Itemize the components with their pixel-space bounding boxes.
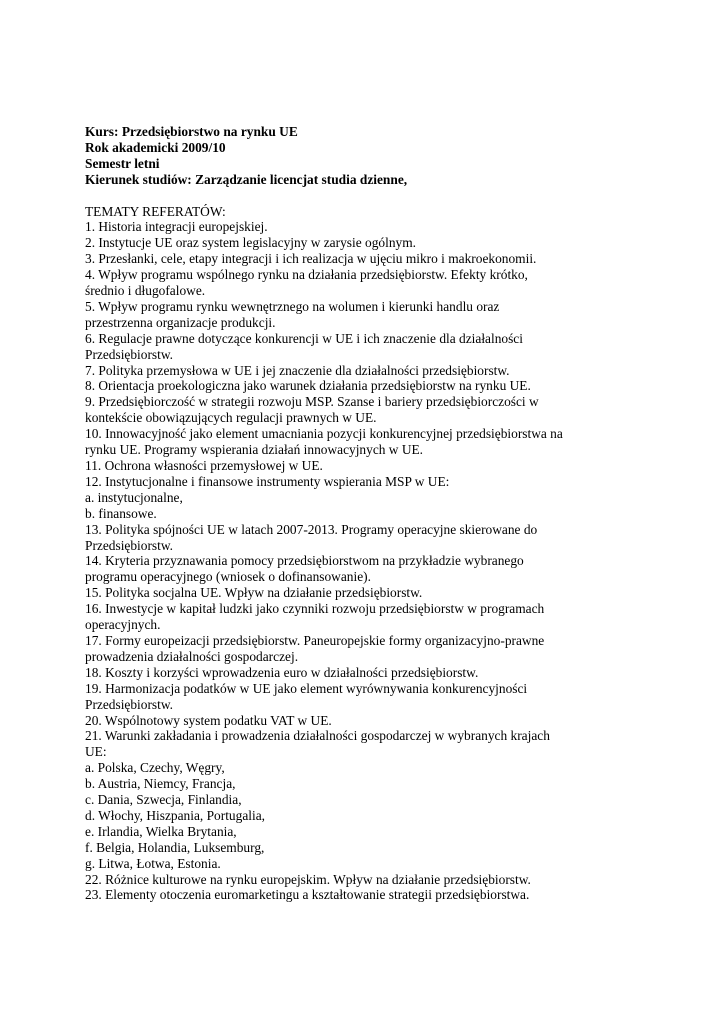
topic-line: e. Irlandia, Wielka Brytania, xyxy=(85,823,237,839)
topic-line: 23. Elementy otoczenia euromarketingu a kształtowanie strategii przedsiębiorstwa. xyxy=(85,887,530,903)
topic-line: 11. Ochrona własności przemysłowej w UE. xyxy=(85,458,323,474)
topic-line: 22. Różnice kulturowe na rynku europejskim. Wpływ na działanie przedsiębiorstw. xyxy=(85,871,531,887)
topic-line: Przedsiębiorstw. xyxy=(85,696,174,712)
topic-line: 14. Kryteria przyznawania pomocy przedsiębiorstwom na przykładzie wybranego xyxy=(85,553,524,569)
topic-line: 21. Warunki zakładania i prowadzenia działalności gospodarczej w wybranych krajach xyxy=(85,728,550,744)
document-page xyxy=(85,124,685,903)
course-title: Kurs: Przedsiębiorstwo na rynku UE xyxy=(85,124,298,139)
topic-line: 9. Przedsiębiorczość w strategii rozwoju MSP. Szanse i bariery przedsiębiorczości w xyxy=(85,394,539,410)
semester: Semestr letni xyxy=(85,155,160,171)
topic-line: b. finansowe. xyxy=(85,505,157,521)
topic-line: prowadzenia działalności gospodarczej. xyxy=(85,648,299,664)
blank-line xyxy=(85,188,685,204)
topic-line: 7. Polityka przemysłowa w UE i jej znaczenie dla działalności przedsiębiorstw. xyxy=(85,362,510,378)
academic-year: Rok akademicki 2009/10 xyxy=(85,139,226,155)
topic-line: 18. Koszty i korzyści wprowadzenia euro w działalności przedsiębiorstw. xyxy=(85,664,479,680)
topic-line: 13. Polityka spójności UE w latach 2007-2013. Programy operacyjne skierowane do xyxy=(85,521,538,537)
topic-line: średnio i długofalowe. xyxy=(85,283,206,299)
topic-line: 6. Regulacje prawne dotyczące konkurencji w UE i ich znaczenie dla działalności xyxy=(85,330,523,346)
topic-line: f. Belgia, Holandia, Luksemburg, xyxy=(85,839,265,855)
topic-line: b. Austria, Niemcy, Francja, xyxy=(85,776,236,792)
topic-line: przestrzenna organizacje produkcji. xyxy=(85,314,276,330)
topic-line: Przedsiębiorstw. xyxy=(85,346,174,362)
topic-line: 20. Wspólnotowy system podatku VAT w UE. xyxy=(85,712,332,728)
topic-line: 8. Orientacja proekologiczna jako warunek działania przedsiębiorstw na rynku UE. xyxy=(85,378,531,394)
study-direction: Kierunek studiów: Zarządzanie licencjat studia dzienne, xyxy=(85,171,408,187)
topic-line: 1. Historia integracji europejskiej. xyxy=(85,219,268,235)
topic-line: d. Włochy, Hiszpania, Portugalia, xyxy=(85,807,265,823)
section-title: TEMATY REFERATÓW: xyxy=(85,203,226,219)
topic-line: UE: xyxy=(85,744,107,760)
topic-line: programu operacyjnego (wniosek o dofinansowanie). xyxy=(85,569,371,585)
topic-line: 5. Wpływ programu rynku wewnętrznego na wolumen i kierunki handlu oraz xyxy=(85,298,500,314)
topic-line: 15. Polityka socjalna UE. Wpływ na działanie przedsiębiorstw. xyxy=(85,585,423,601)
topic-list xyxy=(85,219,685,903)
topic-line: rynku UE. Programy wspierania działań innowacyjnych w UE. xyxy=(85,442,424,458)
topic-line: 16. Inwestycje w kapitał ludzki jako czynniki rozwoju przedsiębiorstw w programach xyxy=(85,601,545,617)
topic-line: Przedsiębiorstw. xyxy=(85,537,174,553)
topic-line: a. instytucjonalne, xyxy=(85,489,183,505)
topic-line: 4. Wpływ programu wspólnego rynku na działania przedsiębiorstw. Efekty krótko, xyxy=(85,267,528,283)
topic-line: 10. Innowacyjność jako element umacniania pozycji konkurencyjnej przedsiębiorstwa na xyxy=(85,426,563,442)
topic-line: 12. Instytucjonalne i finansowe instrumenty wspierania MSP w UE: xyxy=(85,473,450,489)
topic-line: operacyjnych. xyxy=(85,617,161,633)
topic-line: 17. Formy europeizacji przedsiębiorstw. Paneuropejskie formy organizacyjno-prawne xyxy=(85,632,545,648)
topic-line: 3. Przesłanki, cele, etapy integracji i ich realizacja w ujęciu mikro i makroekonomii. xyxy=(85,251,537,267)
topic-line: kontekście obowiązujących regulacji prawnych w UE. xyxy=(85,410,377,426)
topic-line: 2. Instytucje UE oraz system legislacyjny w zarysie ogólnym. xyxy=(85,235,416,251)
topic-line: a. Polska, Czechy, Węgry, xyxy=(85,760,225,776)
topic-line: g. Litwa, Łotwa, Estonia. xyxy=(85,855,221,871)
topic-line: c. Dania, Szwecja, Finlandia, xyxy=(85,792,242,808)
topic-line: 19. Harmonizacja podatków w UE jako element wyrównywania konkurencyjności xyxy=(85,680,528,696)
